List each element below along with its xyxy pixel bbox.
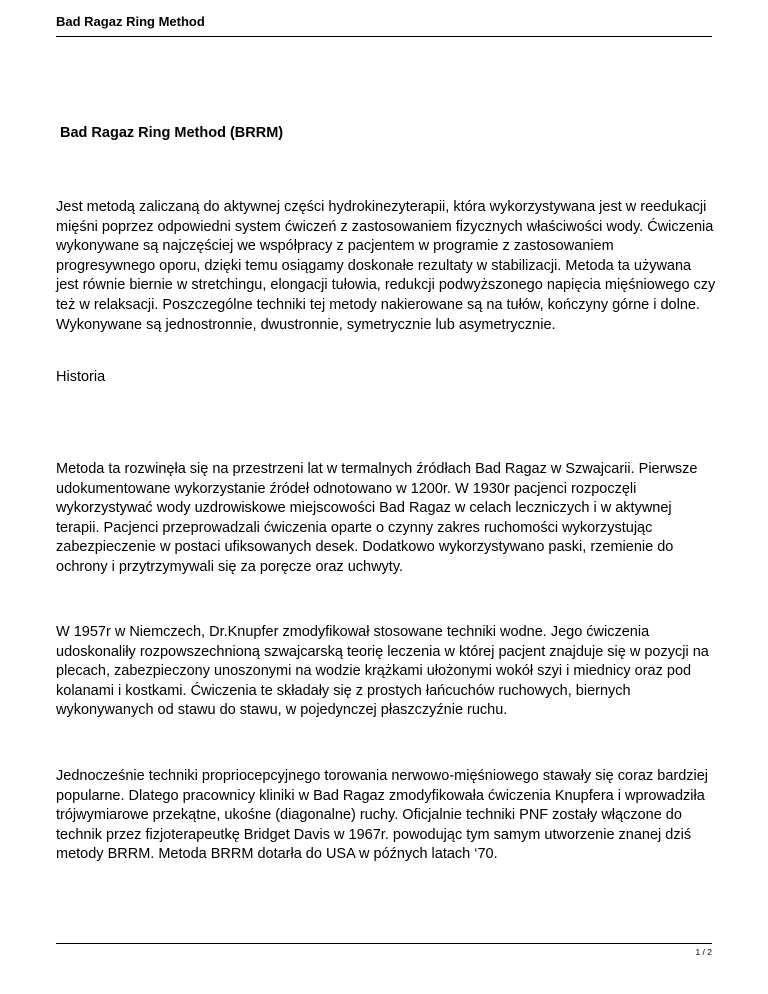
paragraph-pnf-brrm: Jednocześnie techniki propriocepcyjnego torowania nerwowo-mięśniowego stawały się coraz bardziej popularne. Dlatego pracownicy kliniki w Bad Ragaz zmodyfikowała ćwiczenia Knupfera i wprowadziła trójwymiarowe przekątne, ukośne (diagonalne) ruchy. Oficjalnie techniki PNF zostały włączone do technik przez fizjoterapeutkę Bridget Davis w 1967r. powodując tym samym utworzenie znanej dziś metody BRRM. Metoda BRRM dotarła do USA w późnych latach ‘70.	[56, 768, 709, 863]
page-number: 1 / 2	[695, 947, 712, 957]
paragraph-history-origins: Metoda ta rozwinęła się na przestrzeni lat w termalnych źródłach Bad Ragaz w Szwajcarii. Pierwsze udokumentowane wykorzystanie źródeł odnotowano w 1200r. W 1930r pacjenci rozpoczęli wykorzystywać wody uzdrowiskowe miejscowości Bad Ragaz w celach leczniczych i w aktywnej terapii. Pacjenci przeprowadzali ćwiczenia oparte o czynny zakres ruchomości wykorzystując zabezpieczenie w postaci ufiksowanych desek. Dodatkowo wykorzystywano paski, rzemienie do ochrony i przytrzymywali się za poręcze oraz uchwyty.	[56, 461, 698, 575]
paragraph-knupfer: W 1957r w Niemczech, Dr.Knupfer zmodyfikował stosowane techniki wodne. Jego ćwiczenia udoskonaliły rozpowszechnioną szwajcarską teorię leczenia w której pacjent znajduje się w pozycji na plecach, zabezpieczony unoszonymi na wodzie krążkami ułożonymi wokół szyi i miednicy oraz pod kolanami i kostkami. Ćwiczenia te składały się z prostych łańcuchów ruchowych, biernych wykonywanych od stawu do stawu, w pojedynczej płaszczyźnie ruchu.	[56, 624, 709, 719]
page-footer	[56, 943, 712, 964]
page-header	[56, 14, 712, 37]
section-heading-historia: Historia	[56, 369, 106, 385]
paragraph-intro: Jest metodą zaliczaną do aktywnej części hydrokinezyterapii, która wykorzystywana jest w reedukacji mięśni poprzez odpowiedni system ćwiczeń z zastosowaniem fizycznych właściwości wody. Ćwiczenia wykonywane są najczęściej we współpracy z pacjentem w programie z zastosowaniem progresywnego oporu, dzięki temu osiągamy doskonałe rezultaty w stabilizacji. Metoda ta używana jest równie biernie w stretchingu, elongacji tułowia, redukcji podwyższonego napięcia mięśniowego czy też w relaksacji. Poszczególne techniki tej metody nakierowane są na tułów, kończyny górne i dolne. Wykonywane są jednostronnie, dwustronnie, symetrycznie lub asymetrycznie.	[56, 199, 716, 333]
running-title: Bad Ragaz Ring Method	[56, 14, 205, 29]
document-title: Bad Ragaz Ring Method (BRRM)	[60, 125, 284, 141]
